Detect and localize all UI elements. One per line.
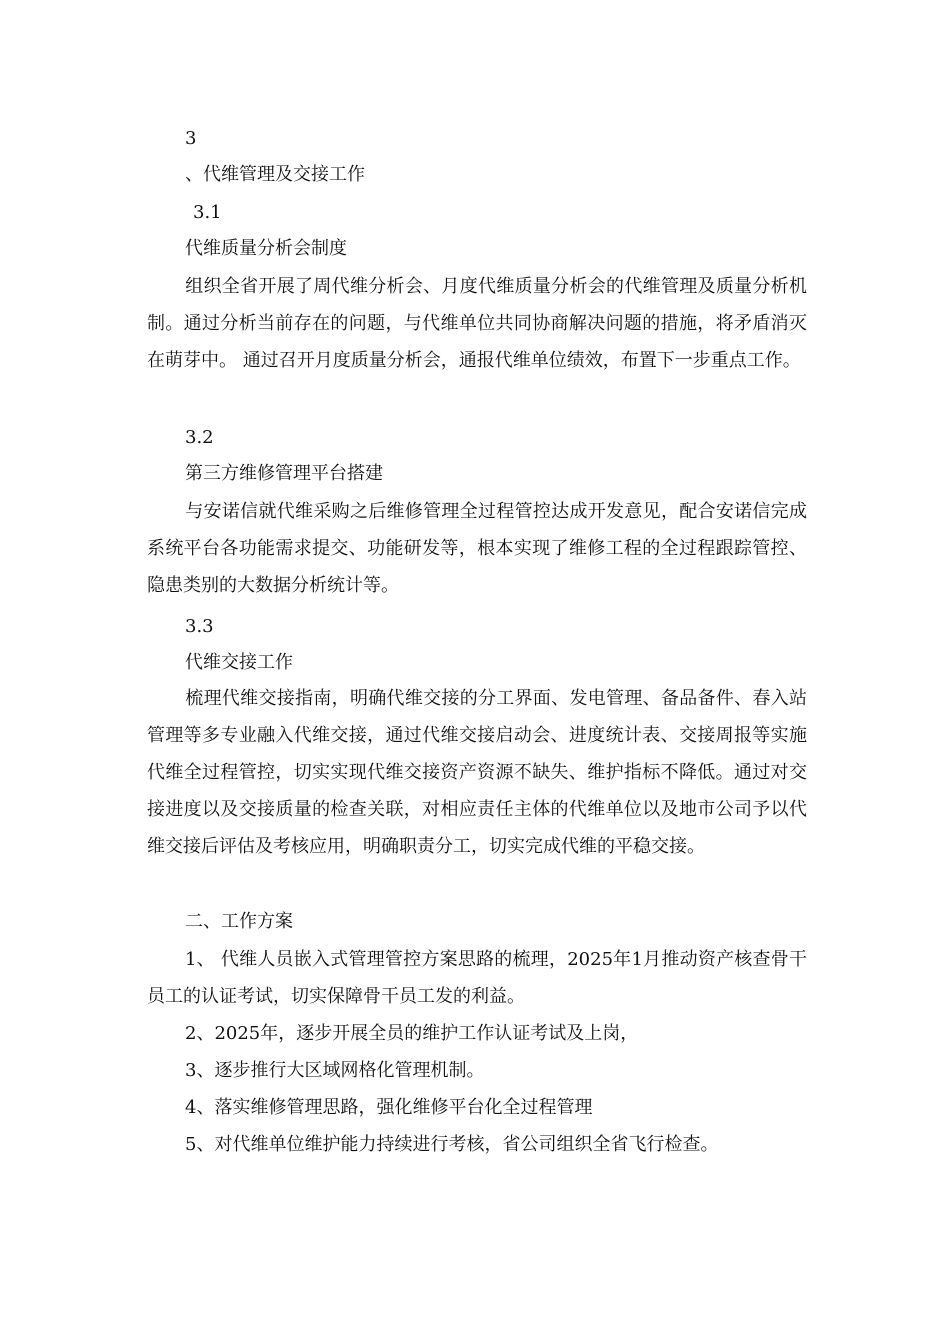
paragraph [147,268,807,379]
paragraph-text: 与安诺信就代维采购之后维修管理全过程管控达成开发意见，配合安诺信完成系统平台各功能需求提交、功能研发等，根本实现了维修工程的全过程跟踪管控、隐患类别的大数据分析统计等。 [147,501,807,596]
paragraph [147,493,807,604]
subsection-title: 代维交接工作 [185,652,293,673]
paragraph-text: 梳理代维交接指南，明确代维交接的分工界面、发电管理、备品备件、春入站管理等多专业融入代维交接，通过代维交接启动会、进度统计表、交接周报等实施代维全过程管控，切实实现代维交接资产资源不缺失、维护指标不降低。通过对交接进度以及交接质量的检查关联，对相应责任主体的代维单位以及地市公司予以代维交接后评估及考核应用，明确职责分工，切实完成代维的平稳交接。 [147,688,807,857]
subsection-number: 3.1 [193,202,222,223]
section-heading: 二、工作方案 [185,911,293,932]
list-item: 5、对代维单位维护能力持续进行考核，省公司组织全省飞行检查。 [185,1134,719,1155]
subsection-title: 第三方维修管理平台搭建 [185,463,383,484]
section-title: 、代维管理及交接工作 [185,164,365,185]
list-item: 3、逐步推行大区域网格化管理机制。 [185,1060,485,1081]
list-item: 2、2025年，逐步开展全员的维护工作认证考试及上岗， [185,1023,639,1044]
list-item-text: 1、 代维人员嵌入式管理管控方案思路的梳理，2025年1月推动资产核查骨干员工的认证考试，切实保障骨干员工发的利益。 [147,949,807,1007]
subsection-title: 代维质量分析会制度 [185,238,347,259]
list-item [147,941,807,1015]
subsection-number: 3.3 [185,616,214,637]
section-number: 3 [185,128,197,149]
paragraph-text: 组织全省开展了周代维分析会、月度代维质量分析会的代维管理及质量分析机制。通过分析当前存在的问题，与代维单位共同协商解决问题的措施，将矛盾消灭在萌芽中。 通过召开月度质量分析会，通报代维单位绩效，布置下一步重点工作。 [147,276,807,371]
paragraph [147,680,807,865]
list-item: 4、落实维修管理思路，强化维修平台化全过程管理 [185,1097,593,1118]
subsection-number: 3.2 [185,427,214,448]
